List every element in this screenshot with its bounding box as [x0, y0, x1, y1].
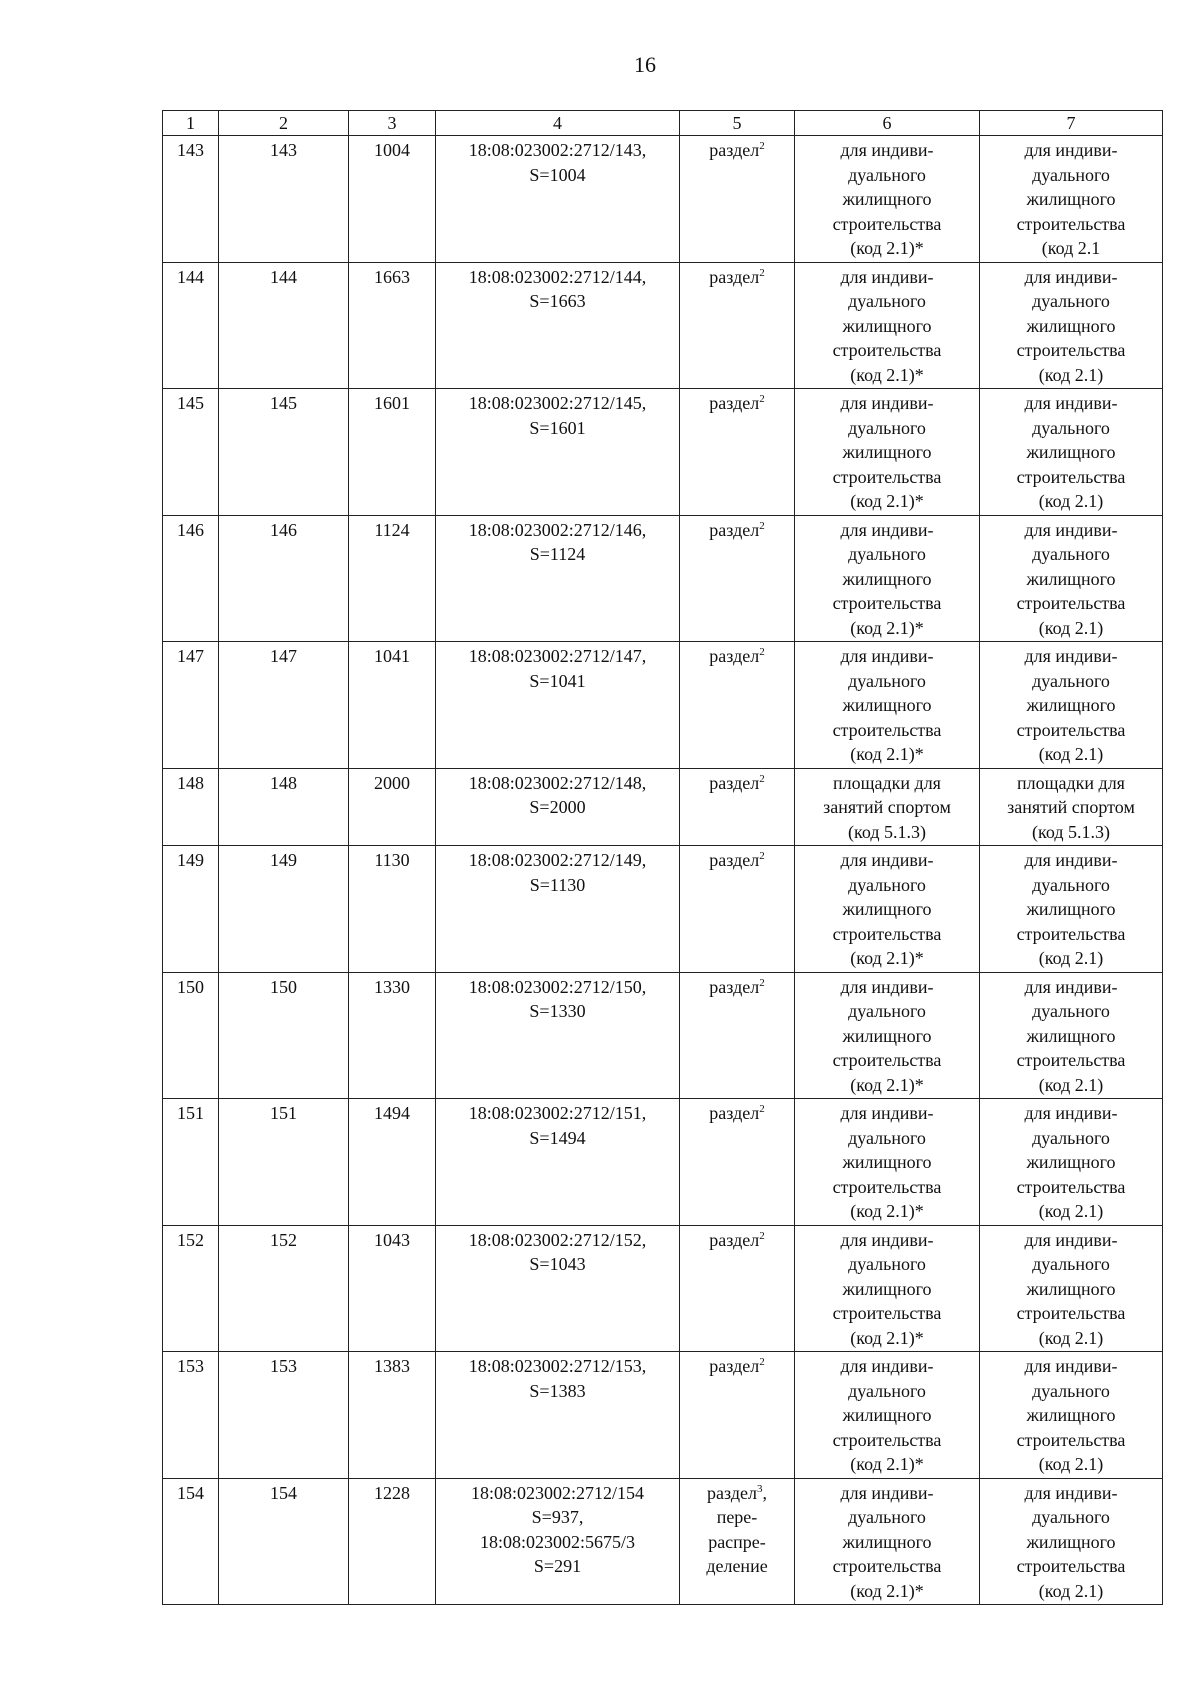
cell-method — [680, 136, 795, 263]
cell-permitted-use-alt: для индиви- дуального жилищного строительства (код 2.1) — [980, 515, 1163, 642]
cell-area: 1124 — [349, 515, 436, 642]
cell-number: 150 — [163, 972, 219, 1099]
column-header: 6 — [795, 111, 980, 136]
cell-plot-number: 144 — [219, 262, 349, 389]
column-header: 3 — [349, 111, 436, 136]
cell-plot-number: 146 — [219, 515, 349, 642]
cell-plot-number: 150 — [219, 972, 349, 1099]
cell-permitted-use-alt: для индиви- дуального жилищного строительства (код 2.1) — [980, 642, 1163, 769]
footnote-mark: 2 — [759, 1356, 765, 1368]
cell-plot-number: 145 — [219, 389, 349, 516]
table-row — [163, 1099, 1163, 1226]
cell-method — [680, 972, 795, 1099]
cell-number: 154 — [163, 1478, 219, 1605]
cell-cadastral: 18:08:023002:2712/154 S=937, 18:08:023002:5675/3 S=291 — [436, 1478, 680, 1605]
cell-permitted-use-alt: площадки для занятий спортом (код 5.1.3) — [980, 768, 1163, 846]
table-row — [163, 515, 1163, 642]
footnote-mark: 2 — [759, 772, 765, 785]
method-text: раздел — [709, 646, 760, 666]
footnote-mark: 2 — [759, 519, 765, 532]
cell-permitted-use: для индиви- дуального жилищного строительства (код 2.1)* — [795, 1225, 980, 1352]
page-number: 16 — [634, 52, 656, 77]
table-body — [163, 136, 1163, 1605]
column-header: 7 — [980, 111, 1163, 136]
table-row — [163, 389, 1163, 516]
cell-permitted-use-alt: для индиви- дуального жилищного строительства (код 2.1) — [980, 1225, 1163, 1352]
cell-cadastral: 18:08:023002:2712/149, S=1130 — [436, 846, 680, 973]
cell-method — [680, 1099, 795, 1226]
table-row — [163, 642, 1163, 769]
cell-number: 153 — [163, 1352, 219, 1479]
method-text: раздел — [709, 772, 760, 793]
land-plots-table — [162, 110, 1163, 1605]
cell-method — [680, 642, 795, 769]
cell-cadastral: 18:08:023002:2712/150, S=1330 — [436, 972, 680, 1099]
cell-plot-number: 148 — [219, 768, 349, 846]
footnote-mark: 2 — [759, 646, 765, 658]
table-row — [163, 1478, 1163, 1605]
cell-permitted-use-alt: для индиви- дуального жилищного строительства (код 2.1 — [980, 136, 1163, 263]
cell-method — [680, 1352, 795, 1479]
table-row — [163, 1352, 1163, 1479]
table-row — [163, 972, 1163, 1099]
cell-number: 147 — [163, 642, 219, 769]
footnote-mark: 3 — [756, 1482, 763, 1495]
cell-number: 149 — [163, 846, 219, 973]
cell-cadastral: 18:08:023002:2712/145, S=1601 — [436, 389, 680, 516]
method-text: раздел — [709, 393, 760, 413]
footnote-mark: 2 — [759, 976, 765, 989]
cell-number: 148 — [163, 768, 219, 846]
cell-area: 1130 — [349, 846, 436, 973]
column-header: 4 — [436, 111, 680, 136]
cell-permitted-use: для индиви- дуального жилищного строительства (код 2.1)* — [795, 1352, 980, 1479]
cell-area: 1043 — [349, 1225, 436, 1352]
cell-cadastral: 18:08:023002:2712/144, S=1663 — [436, 262, 680, 389]
cell-cadastral: 18:08:023002:2712/152, S=1043 — [436, 1225, 680, 1352]
cell-method — [680, 846, 795, 973]
cell-number: 151 — [163, 1099, 219, 1226]
cell-area: 1383 — [349, 1352, 436, 1479]
cell-number: 145 — [163, 389, 219, 516]
column-header: 5 — [680, 111, 795, 136]
cell-plot-number: 147 — [219, 642, 349, 769]
cell-number: 144 — [163, 262, 219, 389]
method-text: раздел — [709, 140, 760, 160]
cell-permitted-use: для индиви- дуального жилищного строительства (код 2.1)* — [795, 262, 980, 389]
table-row — [163, 1225, 1163, 1352]
cell-area: 1601 — [349, 389, 436, 516]
cell-area: 1494 — [349, 1099, 436, 1226]
cell-number: 146 — [163, 515, 219, 642]
cell-area: 1663 — [349, 262, 436, 389]
cell-permitted-use-alt: для индиви- дуального жилищного строительства (код 2.1) — [980, 389, 1163, 516]
cell-plot-number: 143 — [219, 136, 349, 263]
cell-permitted-use: для индиви- дуального жилищного строительства (код 2.1)* — [795, 136, 980, 263]
method-text: раздел — [707, 1482, 757, 1503]
cell-permitted-use-alt: для индиви- дуального жилищного строительства (код 2.1) — [980, 846, 1163, 973]
cell-plot-number: 152 — [219, 1225, 349, 1352]
table-row — [163, 262, 1163, 389]
cell-permitted-use: для индиви- дуального жилищного строительства (код 2.1)* — [795, 972, 980, 1099]
cell-area: 1228 — [349, 1478, 436, 1605]
cell-plot-number: 154 — [219, 1478, 349, 1605]
footnote-mark: 2 — [759, 1103, 765, 1115]
table-row — [163, 846, 1163, 973]
cell-number: 143 — [163, 136, 219, 263]
table-row — [163, 768, 1163, 846]
cell-permitted-use: для индиви- дуального жилищного строительства (код 2.1)* — [795, 642, 980, 769]
method-text-rest: , пере- распре- деление — [706, 1482, 768, 1576]
method-text: раздел — [709, 976, 760, 997]
cell-permitted-use: для индиви- дуального жилищного строительства (код 2.1)* — [795, 1478, 980, 1605]
cell-number: 152 — [163, 1225, 219, 1352]
cell-area: 1004 — [349, 136, 436, 263]
table-row — [163, 136, 1163, 263]
method-text: раздел — [709, 850, 760, 870]
cell-area: 1041 — [349, 642, 436, 769]
cell-permitted-use-alt: для индиви- дуального жилищного строительства (код 2.1) — [980, 262, 1163, 389]
cell-permitted-use: для индиви- дуального жилищного строительства (код 2.1)* — [795, 846, 980, 973]
table-header-row — [163, 111, 1163, 136]
cell-area: 1330 — [349, 972, 436, 1099]
cell-permitted-use-alt: для индиви- дуального жилищного строительства (код 2.1) — [980, 1478, 1163, 1605]
cell-method — [680, 515, 795, 642]
cell-cadastral: 18:08:023002:2712/148, S=2000 — [436, 768, 680, 846]
cell-permitted-use-alt: для индиви- дуального жилищного строительства (код 2.1) — [980, 1352, 1163, 1479]
footnote-mark: 2 — [759, 850, 765, 862]
column-header: 1 — [163, 111, 219, 136]
cell-method — [680, 768, 795, 846]
cell-permitted-use-alt: для индиви- дуального жилищного строительства (код 2.1) — [980, 972, 1163, 1099]
cell-cadastral: 18:08:023002:2712/151, S=1494 — [436, 1099, 680, 1226]
cell-cadastral: 18:08:023002:2712/153, S=1383 — [436, 1352, 680, 1479]
footnote-mark: 2 — [759, 140, 765, 152]
cell-permitted-use: для индиви- дуального жилищного строительства (код 2.1)* — [795, 515, 980, 642]
cell-method — [680, 1478, 795, 1605]
column-header: 2 — [219, 111, 349, 136]
cell-cadastral: 18:08:023002:2712/147, S=1041 — [436, 642, 680, 769]
cell-plot-number: 149 — [219, 846, 349, 973]
cell-method — [680, 1225, 795, 1352]
cell-method — [680, 389, 795, 516]
cell-plot-number: 151 — [219, 1099, 349, 1226]
method-text: раздел — [709, 1229, 760, 1250]
cell-plot-number: 153 — [219, 1352, 349, 1479]
method-text: раздел — [709, 1356, 760, 1376]
cell-method — [680, 262, 795, 389]
footnote-mark: 2 — [759, 393, 765, 405]
footnote-mark: 2 — [759, 1229, 765, 1242]
method-text: раздел — [709, 519, 760, 540]
cell-cadastral: 18:08:023002:2712/146, S=1124 — [436, 515, 680, 642]
method-text: раздел — [709, 266, 760, 287]
cell-area: 2000 — [349, 768, 436, 846]
cell-permitted-use: площадки для занятий спортом (код 5.1.3) — [795, 768, 980, 846]
method-text: раздел — [709, 1103, 760, 1123]
cell-permitted-use-alt: для индиви- дуального жилищного строительства (код 2.1) — [980, 1099, 1163, 1226]
cell-permitted-use: для индиви- дуального жилищного строительства (код 2.1)* — [795, 1099, 980, 1226]
footnote-mark: 2 — [759, 266, 765, 279]
cell-permitted-use: для индиви- дуального жилищного строительства (код 2.1)* — [795, 389, 980, 516]
cell-cadastral: 18:08:023002:2712/143, S=1004 — [436, 136, 680, 263]
